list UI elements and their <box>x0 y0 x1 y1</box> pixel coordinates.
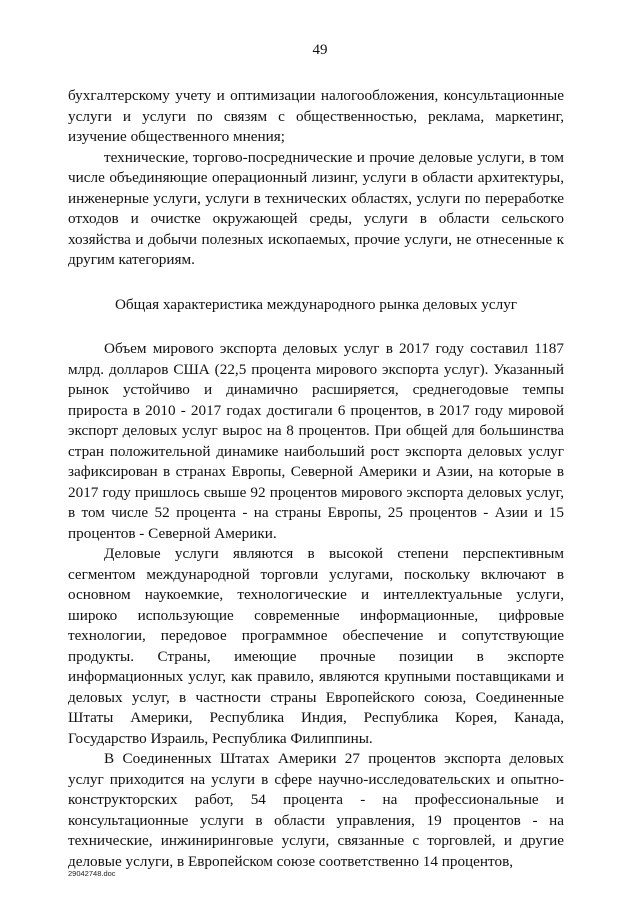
paragraph-export-volume: Объем мирового экспорта деловых услуг в 2017 году составил 1187 млрд. долларов США (22,5 процента мирового экспорта услуг). Указанный рынок устойчиво и динамично расширяется, среднегодовые темпы прироста в 2010 - 2017 годах достигали 6 процентов, в 2017 году мировой экспорт деловых услуг вырос на 8 процентов. При общей для большинства стран положительной динамике наибольший рост экспорта деловых услуг зафиксирован в странах Европы, Северной Америки и Азии, на которые в 2017 году пришлось свыше 92 процентов мирового экспорта деловых услуг, в том числе 52 процента - на страны Европы, 25 процентов - Азии и 15 процентов - Северной Америки. <box>68 340 564 542</box>
document-footer: 29042748.doc <box>68 869 116 878</box>
paragraph-usa-export: В Соединенных Штатах Америки 27 процентов экспорта деловых услуг приходится на услуги в сфере научно-исследовательских и опытно-конструкторских работ, 54 процента - на профессиональные и консультационные услуги в области управления, 19 процентов - на технические, инжиниринговые услуги, связанные с торговлей, и другие деловые услуги, в Европейском союзе соответственно 14 процентов, <box>68 750 564 870</box>
section-heading: Общая характеристика международного рынка деловых услуг <box>114 295 518 313</box>
paragraph-continuation: бухгалтерскому учету и оптимизации налогообложения, консультационные услуги и услуги по связям с общественностью, реклама, маркетинг, изучение общественного мнения; <box>68 87 564 145</box>
paragraph-technical-services: технические, торгово-посреднические и прочие деловые услуги, в том числе объединяющие операционный лизинг, услуги в области архитектуры, инженерные услуги, услуги в технических областях, услуги по переработке отходов и очистке окружающей среды, услуги в области сельского хозяйства и добычи полезных ископаемых, прочие услуги, не отнесенные к другим категориям. <box>68 148 564 268</box>
page-content <box>68 86 564 872</box>
page-number: 49 <box>312 42 328 58</box>
paragraph-business-services-prospects: Деловые услуги являются в высокой степени перспективным сегментом международной торговли услугами, поскольку включают в основном наукоемкие, технологические и интеллектуальные услуги, широко использующие современные информационные, цифровые технологии, передовое программное обеспечение и сопутствующие продукты. Страны, имеющие прочные позиции в экспорте информационных услуг, как правило, являются крупными поставщиками и деловых услуг, в частности страны Европейского союза, Соединенные Штаты Америки, Республика Индия, Республика Корея, Канада, Государство Израиль, Республика Филиппины. <box>68 545 564 747</box>
